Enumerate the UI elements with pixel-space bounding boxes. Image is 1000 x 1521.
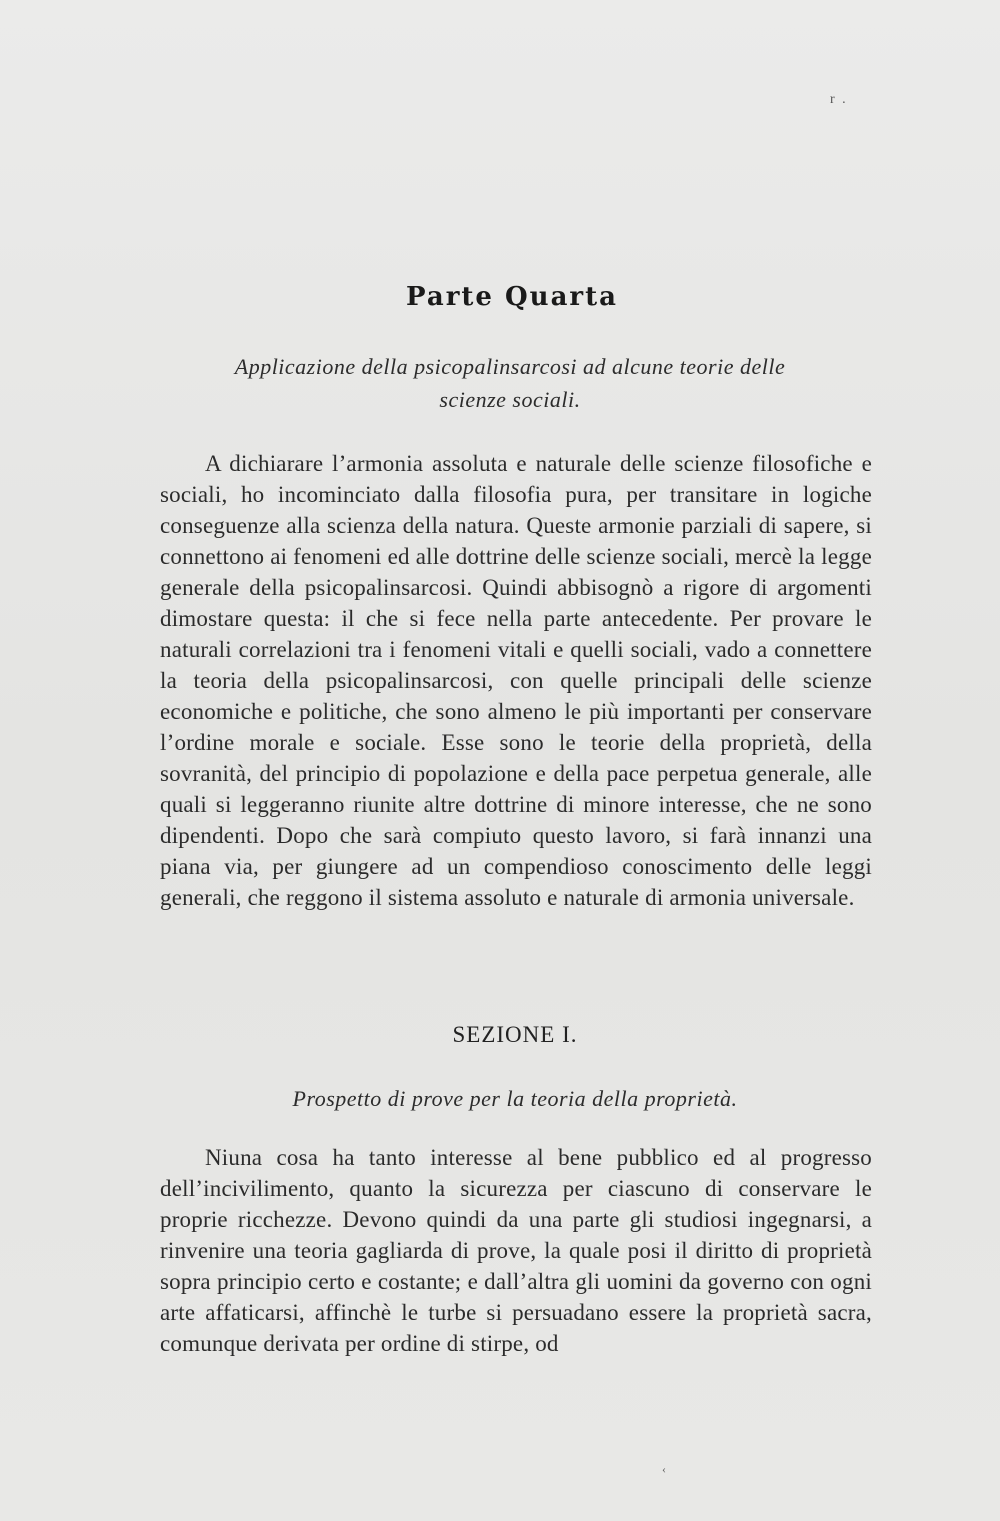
corner-mark: r . — [830, 92, 848, 107]
section-subtitle: Prospetto di prove per la teoria della proprietà. — [292, 1086, 738, 1111]
body-paragraph-2: Niuna cosa ha tanto interesse al bene pubblico ed al progresso dell’incivilimento, quanto la sicurezza per ciascuno di conservare le proprie ricchezze. Devono quindi da una parte gli studiosi ingegnarsi, a rinvenire una teoria gagliarda di prove, la quale posi il diritto di proprietà sopra principio certo e costante; e dall’altra gli uomini da governo con ogni arte affaticarsi, affinchè le turbe si persuadano essere la proprietà sacra, comunque derivata per ordine di stirpe, od — [160, 1145, 872, 1356]
bottom-mark: ‹ — [662, 1462, 666, 1476]
part-subtitle: Applicazione della psicopalinsarcosi ad alcune teorie delle scienze sociali. — [234, 354, 786, 412]
part-title: Parte Quarta — [406, 282, 618, 312]
section-heading: SEZIONE I. — [452, 1022, 578, 1047]
body-paragraph-1: A dichiarare l’armonia assoluta e naturale delle scienze filosofiche e sociali, ho incominciato dalla filosofia pura, per transitare in logiche conseguenze alla scienza della natura. Queste armonie parziali di sapere, si connettono ai fenomeni ed alle dottrine delle scienze sociali, mercè la legge generale della psicopalinsarcosi. Quindi abbisognò a rigore di argomenti dimostare questa: il che si fece nella parte antecedente. Per provare le naturali correlazioni tra i fenomeni vitali e quelli sociali, vado a connettere la teoria della psicopalinsarcosi, con quelle principali delle scienze economiche e politiche, che sono almeno le più importanti per conservare l’ordine morale e sociale. Esse sono le teorie della proprietà, della sovranità, del principio di popolazione e della pace perpetua generale, alle quali si leggeranno riunite altre dottrine di minore interesse, che ne sono dipendenti. Dopo che sarà compiuto questo lavoro, si farà innanzi una piana via, per giungere ad un compendioso conoscimento delle leggi generali, che reggono il sistema assoluto e naturale di armonia universale. — [160, 451, 872, 910]
